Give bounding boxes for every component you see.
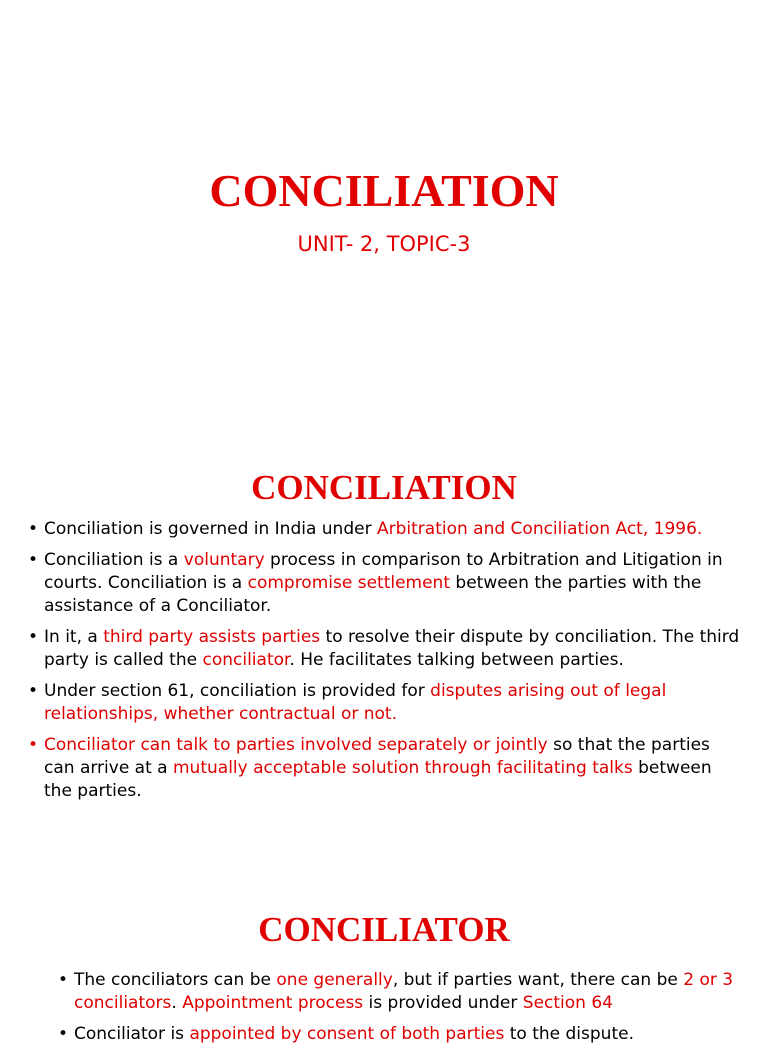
- highlighted-text: appointed by consent of both parties: [189, 1024, 505, 1044]
- highlighted-text: one generally: [276, 970, 393, 990]
- bullet-item: [58, 1023, 748, 1046]
- bullet-item: [28, 549, 740, 618]
- body-text: is provided under: [363, 993, 523, 1013]
- body-text: between the parties.: [44, 758, 712, 801]
- bullet-list: [28, 518, 740, 811]
- highlighted-text: third party assists parties: [103, 627, 321, 647]
- body-text: The conciliators can be: [74, 970, 277, 990]
- conciliation-slide: [0, 440, 768, 870]
- body-text: process in comparison to Arbitration and Litigation in courts. Conciliation is a: [44, 550, 723, 593]
- body-text: Conciliation is governed in India under: [44, 519, 377, 539]
- body-text: to the dispute.: [504, 1024, 634, 1044]
- body-text: Conciliation is a: [44, 550, 184, 570]
- body-text: Conciliator is: [74, 1024, 190, 1044]
- slide-title: CONCILIATION: [209, 165, 559, 216]
- highlighted-text: mutually acceptable solution through facilitating talks: [173, 758, 633, 778]
- highlighted-text: 2 or 3 conciliators: [74, 970, 734, 1013]
- bullet-item: [28, 626, 740, 672]
- conciliator-slide: [0, 870, 768, 1044]
- slide-title: CONCILIATION: [251, 468, 517, 507]
- bullet-item: [58, 969, 748, 1015]
- highlighted-text: conciliator: [202, 650, 290, 670]
- bullet-item: [28, 518, 740, 541]
- slide-title: CONCILIATOR: [258, 910, 510, 949]
- slide-subtitle: UNIT- 2, TOPIC-3: [297, 232, 471, 256]
- body-text: so that the parties can arrive at a: [44, 735, 710, 778]
- body-text: to resolve their dispute by conciliation. The third party is called the: [44, 627, 740, 670]
- highlighted-text: Appointment process: [182, 993, 364, 1013]
- body-text: between the parties with the assistance of a Conciliator.: [44, 573, 702, 616]
- body-text: . He facilitates talking between parties.: [289, 650, 624, 670]
- body-text: Under section 61, conciliation is provided for: [44, 681, 431, 701]
- bullet-item: [28, 680, 740, 726]
- body-text: .: [171, 993, 183, 1013]
- highlighted-text: Arbitration and Conciliation Act, 1996.: [376, 519, 703, 539]
- bullet-list: [58, 969, 748, 1054]
- highlighted-text: compromise settlement: [247, 573, 450, 593]
- highlighted-text: Section 64: [522, 993, 613, 1013]
- body-text: In it, a: [44, 627, 104, 647]
- highlighted-text: Conciliator can talk to parties involved separately or jointly: [44, 735, 548, 755]
- bullet-item: [28, 734, 740, 803]
- body-text: , but if parties want, there can be: [392, 970, 684, 990]
- highlighted-text: voluntary: [183, 550, 265, 570]
- highlighted-text: disputes arising out of legal relationships, whether contractual or not.: [44, 681, 667, 724]
- title-slide: [0, 0, 768, 440]
